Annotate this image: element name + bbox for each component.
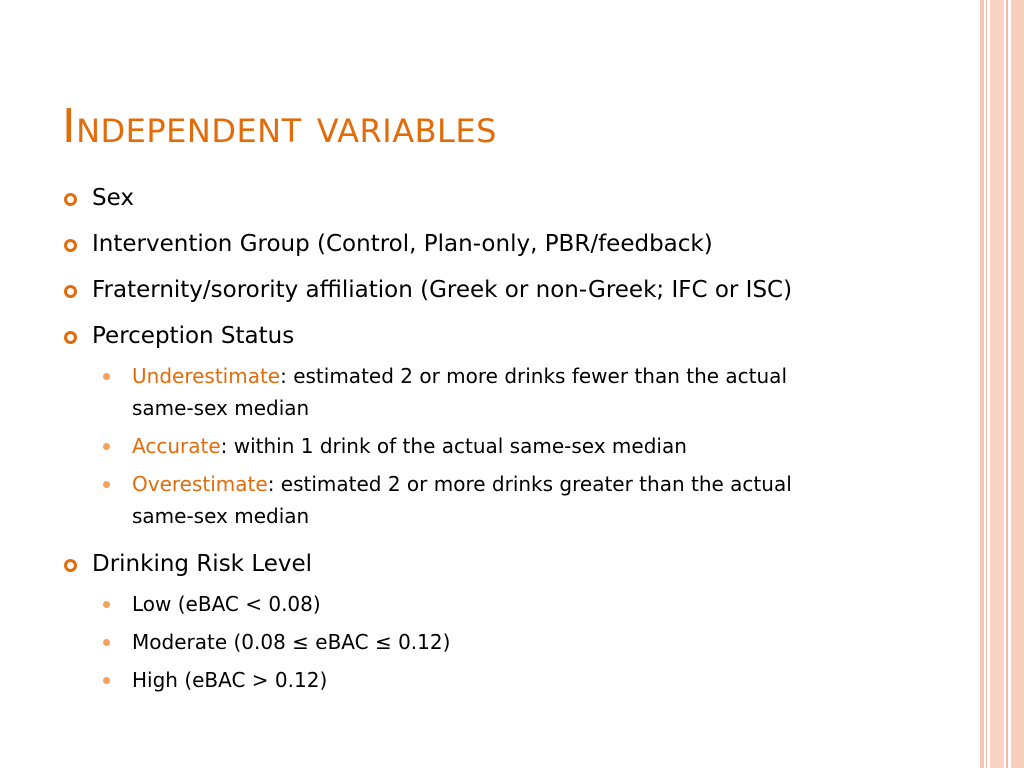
bullet-text: Perception Status [92, 323, 295, 349]
bullet-text: Drinking Risk Level [92, 551, 313, 577]
sub-bullet-text: Low (eBAC < 0.08) [132, 592, 321, 616]
bullet-item-sex [62, 184, 922, 212]
sub-bullet-accurate [92, 430, 852, 462]
term-label: Overestimate [132, 472, 268, 496]
dot-bullet-icon [103, 443, 110, 450]
ring-bullet-icon [64, 559, 77, 572]
sub-bullet-text: Moderate (0.08 ≤ eBAC ≤ 0.12) [132, 630, 451, 654]
bullet-list [62, 184, 922, 714]
decorative-stripe [980, 0, 984, 768]
sub-bullet-list [92, 360, 922, 532]
term-label: Underestimate [132, 364, 281, 388]
sub-bullet-text: High (eBAC > 0.12) [132, 668, 328, 692]
bullet-text: Fraternity/sorority affiliation (Greek or non-Greek; IFC or ISC) [92, 277, 793, 303]
decorative-stripe [990, 0, 1004, 768]
ring-bullet-icon [64, 285, 77, 298]
ring-bullet-icon [64, 193, 77, 206]
ring-bullet-icon [64, 331, 77, 344]
bullet-text: Sex [92, 185, 134, 211]
sub-bullet-underestimate [92, 360, 852, 424]
decorative-stripe [1011, 0, 1024, 768]
bullet-text: Intervention Group (Control, Plan-only, PBR/feedback) [92, 231, 713, 257]
dot-bullet-icon [103, 373, 110, 380]
decorative-stripe [986, 0, 987, 768]
term-label: Accurate [132, 434, 221, 458]
slide-title: Independent variables [62, 99, 497, 153]
sub-bullet-list [92, 588, 922, 696]
bullet-item-drinking-risk-level [62, 550, 922, 696]
dot-bullet-icon [103, 677, 110, 684]
term-definition: : within 1 drink of the actual same-sex median [220, 434, 687, 458]
bullet-item-perception-status [62, 322, 922, 532]
term-definition: : estimated 2 or more drinks greater than the actual same-sex median [132, 472, 792, 528]
dot-bullet-icon [103, 639, 110, 646]
term-definition: : estimated 2 or more drinks fewer than the actual same-sex median [132, 364, 787, 420]
ring-bullet-icon [64, 239, 77, 252]
dot-bullet-icon [103, 601, 110, 608]
sub-bullet-overestimate [92, 468, 852, 532]
decorative-stripe [1006, 0, 1008, 768]
bullet-item-intervention-group [62, 230, 922, 258]
sub-bullet-moderate [92, 626, 852, 658]
dot-bullet-icon [103, 481, 110, 488]
sub-bullet-high [92, 664, 852, 696]
sub-bullet-low [92, 588, 852, 620]
bullet-item-affiliation [62, 276, 922, 304]
